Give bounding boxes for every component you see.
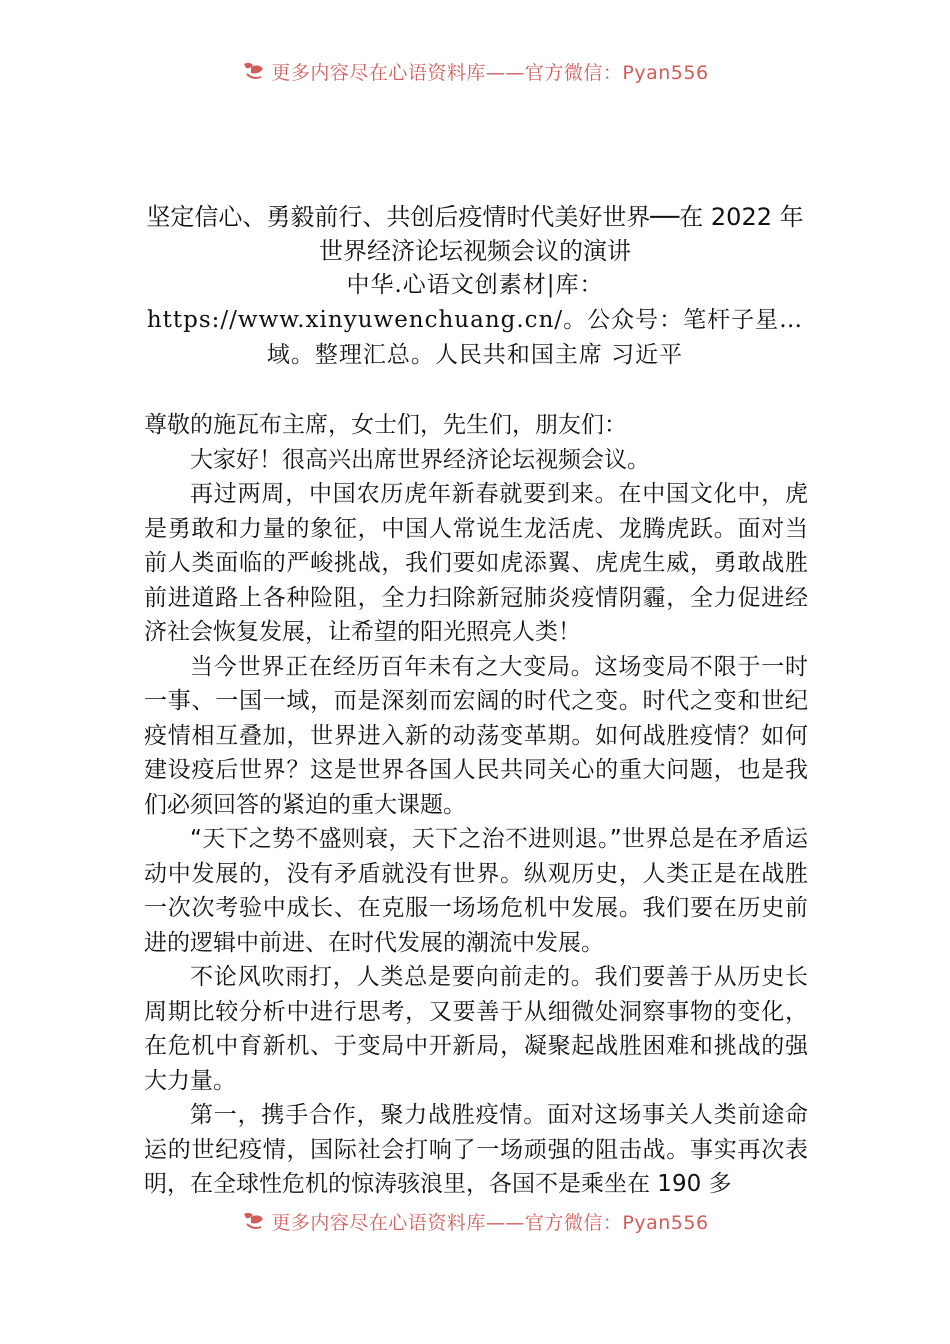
body-paragraph: 再过两周，中国农历虎年新春就要到来。在中国文化中，虎是勇敢和力量的象征，中国人常说生龙活虎、龙腾虎跃。面对当前人类面临的严峻挑战，我们要如虎添翼、虎虎生威，勇敢战胜前进道路上各种险阻，全力扫除新冠肺炎疫情阴霾，全力促进经济社会恢复发展，让希望的阳光照亮人类！: [144, 481, 808, 645]
body-paragraph: 第一，携手合作，聚力战胜疫情。面对这场事关人类前途命运的世纪疫情，国际社会打响了一场顽强的阻击战。事实再次表明，在全球性危机的惊涛骇浪里，各国不是乘坐在 190 多: [144, 1102, 808, 1197]
body-paragraph: 大家好！很高兴出席世界经济论坛视频会议。: [190, 446, 650, 473]
body-paragraph: 当今世界正在经历百年未有之大变局。这场变局不限于一时一事、一国一域，而是深刻而宏阔的时代之变。时代之变和世纪疫情相互叠加，世界进入新的动荡变革期。如何战胜疫情？如何建设疫后世界？这是世界各国人民共同关心的重大问题，也是我们必须回答的紧迫的重大课题。: [144, 653, 808, 818]
salutation-paragraph: 尊敬的施瓦布主席，女士们，先生们，朋友们：: [144, 412, 627, 438]
document-title-block: [140, 200, 810, 373]
watermark-text: 更多内容尽在心语资料库——官方微信：Pyan556: [271, 61, 709, 84]
watermark-header: [0, 56, 950, 86]
brand-logo-icon: [241, 1210, 267, 1232]
watermark-text: 更多内容尽在心语资料库——官方微信：Pyan556: [271, 1211, 709, 1234]
brand-logo-icon: [241, 60, 267, 82]
document-title: 坚定信心、勇毅前行、共创后疫情时代美好世界──在 2022 年世界经济论坛视频会议的演讲: [146, 203, 804, 265]
document-source-line: 中华.心语文创素材|库：https://www.xinyuwenchuang.cn/。公众号：笔杆子星…域。整理汇总。人民共和国主席 习近平: [146, 272, 804, 368]
body-paragraph: 不论风吹雨打，人类总是要向前走的。我们要善于从历史长周期比较分析中进行思考，又要善于从细微处洞察事物的变化，在危机中育新机、于变局中开新局，凝聚起战胜困难和挑战的强大力量。: [144, 964, 808, 1094]
document-body: [144, 408, 808, 1202]
watermark-footer: [0, 1206, 950, 1236]
body-paragraph: “天下之势不盛则衰，天下之治不进则退。”世界总是在矛盾运动中发展的，没有矛盾就没有世界。纵观历史，人类正是在战胜一次次考验中成长、在克服一场场危机中发展。我们要在历史前进的逻辑中前进、在时代发展的潮流中发展。: [144, 826, 808, 956]
